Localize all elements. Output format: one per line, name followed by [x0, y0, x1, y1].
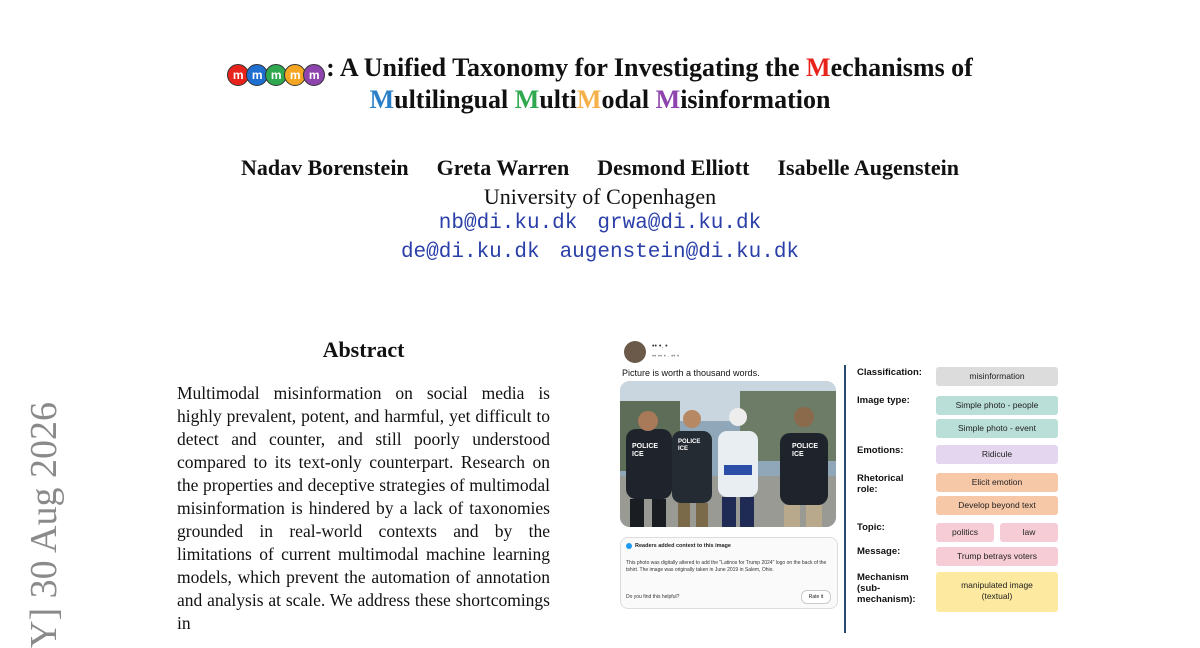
chip-message: Trump betrays voters — [936, 547, 1058, 566]
label-mechanism: Mechanism (sub- mechanism): — [857, 572, 916, 605]
police-patch: POLICE ICE — [632, 443, 659, 458]
chip-mechanism: manipulated image (textual) — [936, 572, 1058, 612]
taxonomy-figure — [618, 335, 1063, 635]
title-line-1 — [0, 52, 1200, 84]
logo-letter-icon: m — [265, 64, 287, 86]
note-body: This photo was digitally altered to add the "Latinos for Trump 2024" logo on the back of the tshirt. The image was originally taken in June 2019 in Salem, Ohio. — [626, 560, 827, 573]
title-segment: M — [514, 85, 540, 114]
email-row — [0, 212, 1200, 235]
title-segment: odal — [601, 85, 656, 114]
email-row — [0, 241, 1200, 264]
chip-image-type: Simple photo - event — [936, 419, 1058, 438]
label-message: Message: — [857, 546, 901, 557]
title-segment: M — [655, 85, 681, 114]
author-name: Desmond Elliott — [597, 155, 750, 180]
email-link[interactable]: de@di.ku.dk — [400, 241, 540, 264]
arxiv-stamp: Y] 30 Aug 2026 — [23, 402, 65, 648]
avatar — [624, 341, 646, 363]
chip-rhetorical-role: Develop beyond text — [936, 496, 1058, 515]
email-link[interactable]: grwa@di.ku.dk — [597, 212, 762, 235]
note-title: Readers added context to this image — [635, 543, 731, 549]
tweet-photo — [620, 381, 836, 527]
affiliation: University of Copenhagen — [483, 184, 717, 209]
label-image-type: Image type: — [857, 395, 910, 406]
police-patch: POLICE ICE — [792, 443, 819, 458]
author-name: Greta Warren — [436, 155, 570, 180]
chip-image-type: Simple photo - people — [936, 396, 1058, 415]
police-patch: POLICE ICE — [678, 439, 701, 452]
author-list — [0, 155, 1200, 181]
title-segment: M — [369, 85, 395, 114]
title-segment: M — [576, 85, 602, 114]
info-icon — [626, 543, 632, 549]
title-segment: ulti — [539, 85, 577, 114]
title-highlight-letter: M — [806, 53, 831, 82]
label-emotions: Emotions: — [857, 445, 904, 456]
author-name: Nadav Borenstein — [241, 155, 409, 180]
label-classification: Classification: — [857, 367, 922, 378]
mmmmm-logo-icon — [227, 55, 322, 82]
title-rest: echanisms of — [830, 53, 973, 82]
title-segment: ultilingual — [394, 85, 515, 114]
logo-letter-icon: m — [303, 64, 325, 86]
logo-letter-icon: m — [246, 64, 268, 86]
rate-it-button[interactable]: Rate it — [801, 590, 831, 604]
tweet-timestamp: •• •• • · •• • — [652, 354, 680, 360]
logo-letter-icon: m — [284, 64, 306, 86]
title-line-2 — [0, 84, 1200, 116]
logo-letter-icon: m — [227, 64, 249, 86]
abstract-heading: Abstract — [322, 337, 405, 362]
paper-title — [0, 52, 1200, 116]
chip-rhetorical-role: Elicit emotion — [936, 473, 1058, 492]
email-link[interactable]: augenstein@di.ku.dk — [559, 241, 800, 264]
chip-topic: law — [1000, 523, 1058, 542]
label-rhetorical-role: Rhetorical role: — [857, 473, 904, 495]
note-question: Do you find this helpful? — [626, 594, 680, 600]
tweet-caption: Picture is worth a thousand words. — [622, 368, 760, 378]
chip-topic: politics — [936, 523, 994, 542]
tweet-username: •• •. • — [652, 343, 668, 350]
email-link[interactable]: nb@di.ku.dk — [438, 212, 578, 235]
title-prefix: : A Unified Taxonomy for Investigating the — [326, 53, 807, 82]
divider — [844, 365, 846, 633]
abstract-text: Multimodal misinformation on social media is highly prevalent, potent, and harmful, yet difficult to detect and counter, and still poorly understood compared to its text-only counterpart. Research on the properties and deceptive strategies of multimodal misinformation is hindered by a lack of taxonomies grounded in real-world contexts and by the limitations of current multimodal machine learning models, which prevent the automation of annotation and analysis at scale. We address these shortcomings in — [177, 383, 550, 633]
title-segment: isinformation — [680, 85, 831, 114]
chip-emotion: Ridicule — [936, 445, 1058, 464]
label-topic: Topic: — [857, 522, 885, 533]
author-name: Isabelle Augenstein — [777, 155, 959, 180]
community-note — [620, 537, 838, 609]
chip-classification: misinformation — [936, 367, 1058, 386]
